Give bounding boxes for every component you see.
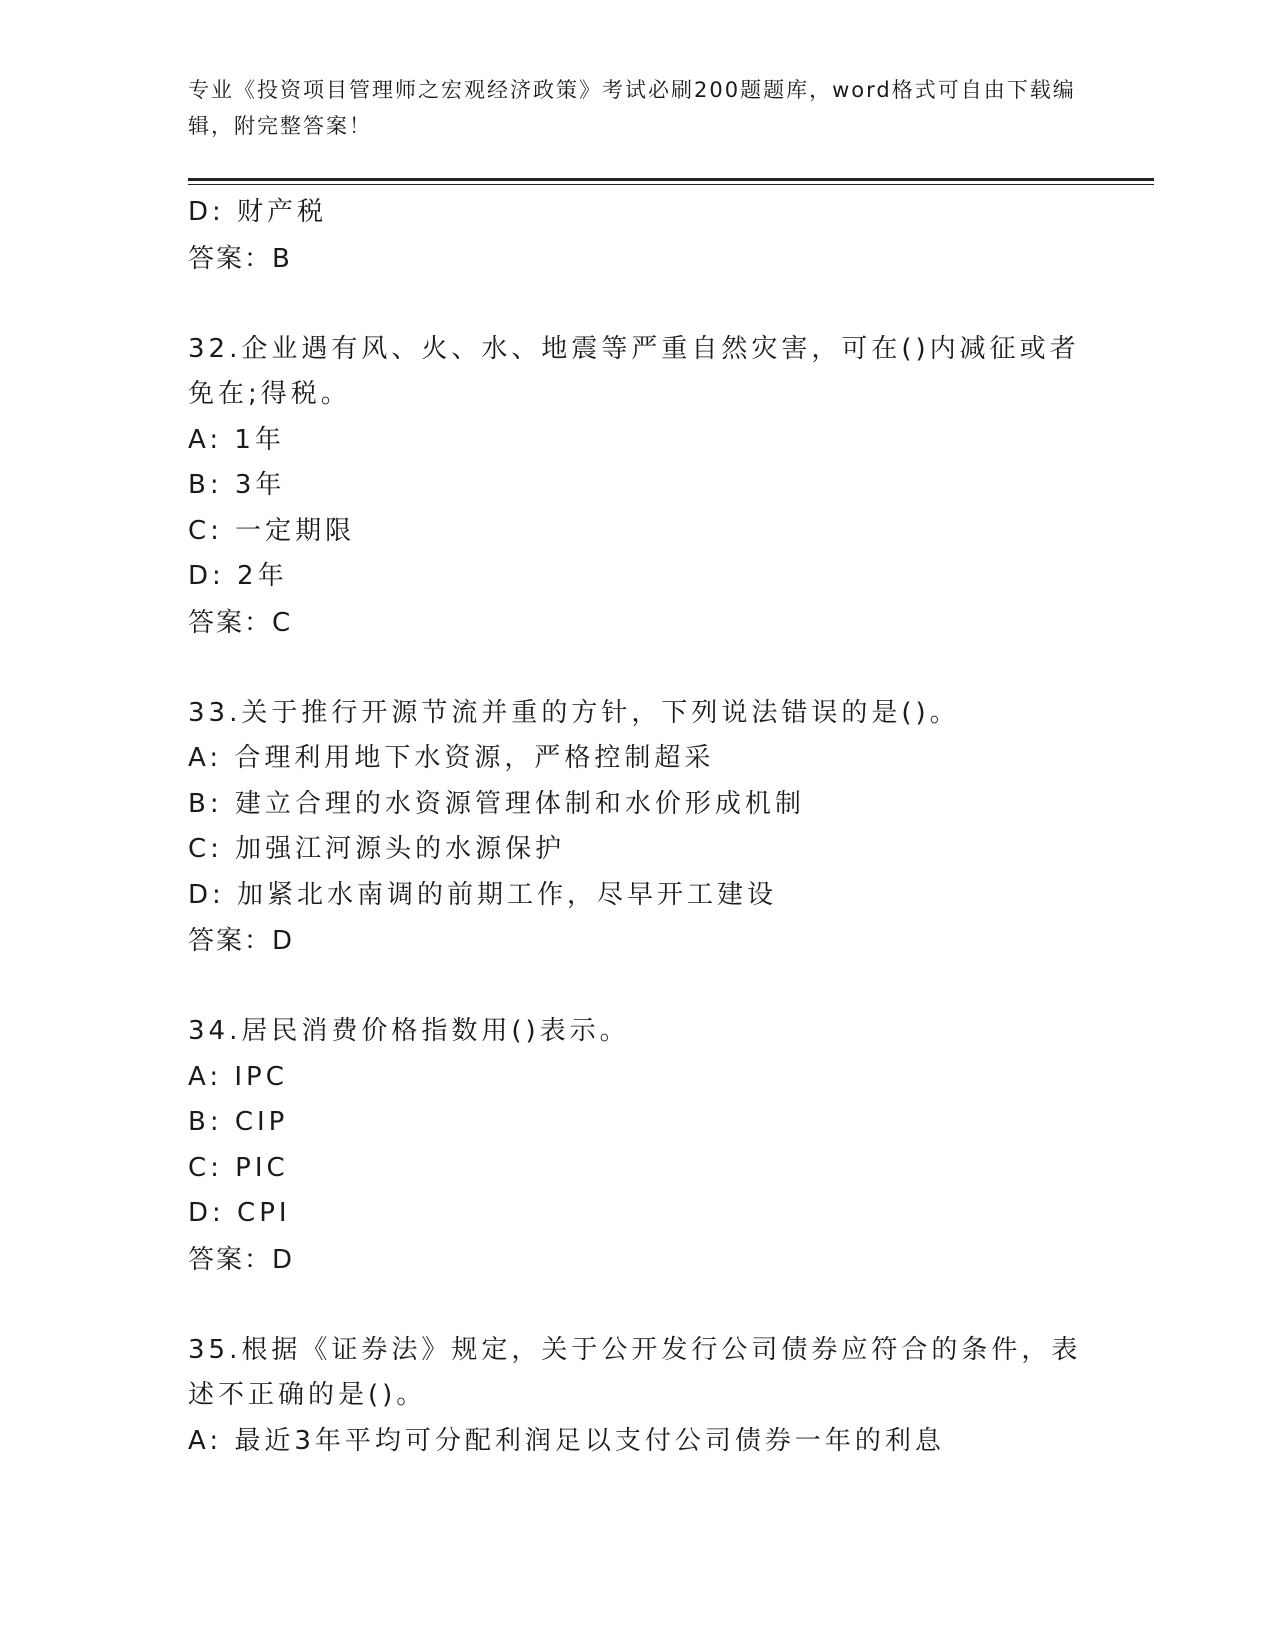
option-a: A: 最近3年平均可分配利润足以支付公司债券一年的利息	[188, 1425, 945, 1456]
option-a: A: IPC	[188, 1061, 288, 1092]
option-d: D: 财产税	[188, 197, 328, 227]
header-divider	[188, 178, 1154, 181]
question-33	[188, 691, 1088, 965]
option-a: A: 1年	[188, 424, 285, 455]
question-stem: 35.根据《证券法》规定，关于公开发行公司债券应符合的条件，表述不正确的是()。	[188, 1334, 1082, 1410]
question-stem: 34.居民消费价格指数用()表示。	[188, 1016, 630, 1046]
option-b: B: 建立合理的水资源管理体制和水价形成机制	[188, 788, 805, 819]
option-b: B: 3年	[188, 470, 286, 500]
option-d: D: 2年	[188, 561, 288, 591]
option-d: D: 加紧北水南调的前期工作，尽早开工建设	[188, 879, 778, 910]
question-35	[188, 1328, 1088, 1465]
option-c: C: 加强江河源头的水源保护	[188, 834, 566, 864]
spacer	[188, 964, 1088, 1009]
option-c: C: 一定期限	[188, 515, 356, 546]
spacer	[188, 1283, 1088, 1328]
question-stem: 32.企业遇有风、火、水、地震等严重自然灾害，可在()内减征或者免在;得税。	[188, 333, 1080, 409]
answer-line: 答案：C	[188, 607, 293, 638]
page-header: 专业《投资项目管理师之宏观经济政策》考试必刷200题题库，word格式可自由下载编辑，附完整答案！	[188, 78, 1076, 138]
question-34	[188, 1009, 1088, 1283]
option-d: D: CPI	[188, 1198, 291, 1228]
option-b: B: CIP	[188, 1107, 289, 1137]
spacer	[188, 646, 1088, 691]
answer-line: 答案：B	[188, 243, 292, 274]
question-stem: 33.关于推行开源节流并重的方针，下列说法错误的是()。	[188, 697, 960, 728]
option-c: C: PIC	[188, 1152, 289, 1183]
answer-line: 答案：D	[188, 1244, 295, 1275]
question-32	[188, 327, 1088, 646]
option-a: A: 合理利用地下水资源，严格控制超采	[188, 743, 715, 773]
answer-line: 答案：D	[188, 926, 295, 956]
question-list	[188, 190, 1088, 1464]
header-divider-thin	[188, 184, 1154, 185]
spacer	[188, 282, 1088, 327]
